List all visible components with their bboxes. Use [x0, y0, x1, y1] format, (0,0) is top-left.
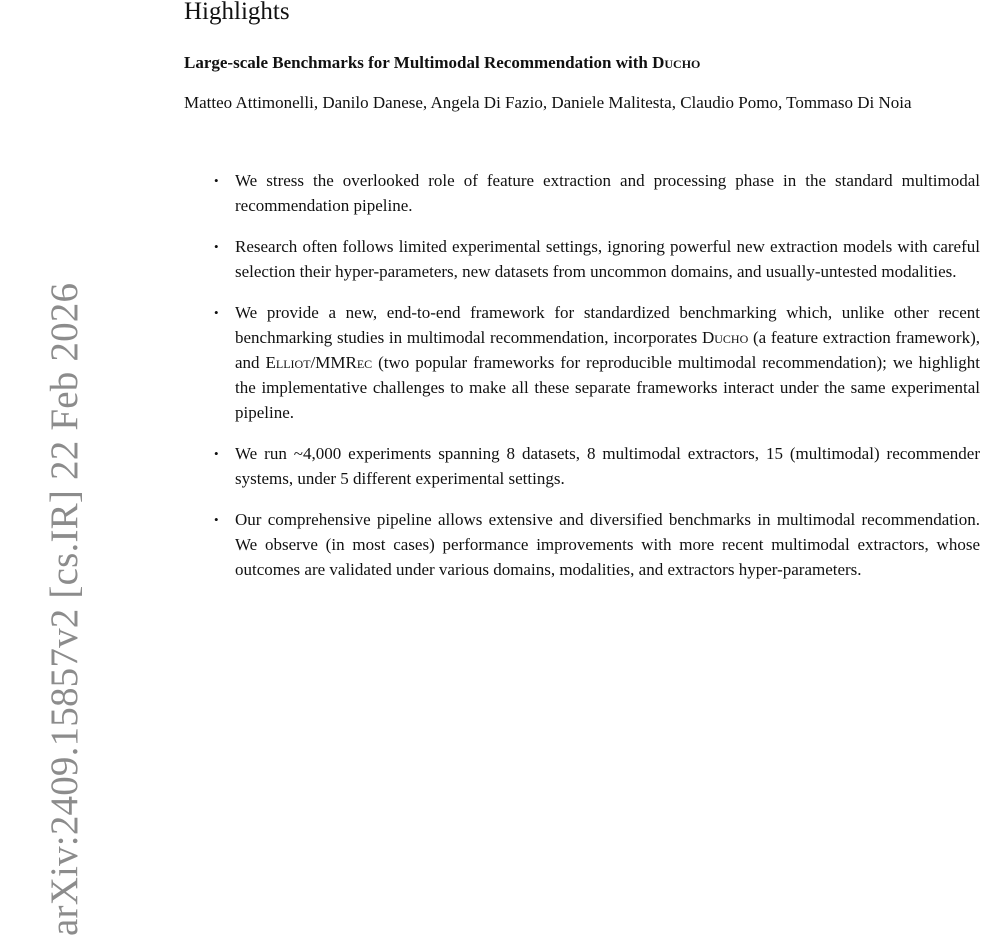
paper-title-text: Large-scale Benchmarks for Multimodal Recommendation with: [184, 53, 653, 72]
highlight-text: Research often follows limited experimental settings, ignoring powerful new extraction models with careful selection their hyper-parameters, new datasets from uncommon domains, and usually-untested modalities.: [235, 237, 980, 281]
bullet-icon: •: [214, 239, 219, 254]
elliot-name: Elliot: [265, 353, 311, 372]
highlight-text-part: We provide a new, end-to-end framework for standardized benchmarking which, unlike other recent benchmarking studies in multimodal recommendation, incorporates: [235, 303, 980, 347]
highlight-text: Our comprehensive pipeline allows extensive and diversified benchmarks in multimodal recommendation. We observe (in most cases) performance improvements with more recent multimodal extractors, whose outcomes are validated under various domains, modalities, and extractors hyper-parameters.: [235, 510, 980, 579]
paper-title: [184, 52, 700, 74]
bullet-icon: •: [214, 305, 219, 320]
highlight-item: [214, 441, 980, 491]
highlight-item: [214, 234, 980, 284]
arxiv-identifier-stamp: arXiv:2409.15857v2 [cs.IR] 22 Feb 2026: [43, 282, 86, 936]
mmrec-name: /MMR: [310, 353, 357, 372]
highlight-item: [214, 300, 980, 425]
highlight-text-part: (two popular frameworks for reproducible multimodal recommendation); we highlight the implementative challenges to make all these separate frameworks interact under the same experimental pipeline.: [235, 353, 980, 422]
highlights-list: [214, 168, 980, 598]
highlight-text: We run ~4,000 experiments spanning 8 datasets, 8 multimodal extractors, 15 (multimodal) recommender systems, under 5 different experimental settings.: [235, 444, 980, 488]
bullet-icon: •: [214, 173, 219, 188]
highlight-text-part: (a feature extraction framework), and: [235, 328, 980, 372]
bullet-icon: •: [214, 446, 219, 461]
ducho-name: Ducho: [701, 328, 749, 347]
mmrec-name-suffix: ec: [356, 353, 373, 372]
paper-title-ducho: Ducho: [652, 53, 701, 72]
highlight-item: [214, 507, 980, 582]
paper-authors: Matteo Attimonelli, Danilo Danese, Angela Di Fazio, Daniele Malitesta, Claudio Pomo, Tommaso Di Noia: [184, 93, 912, 112]
highlight-text: [235, 303, 980, 422]
highlight-text: We stress the overlooked role of feature extraction and processing phase in the standard multimodal recommendation pipeline.: [235, 171, 980, 215]
highlight-item: [214, 168, 980, 218]
bullet-icon: •: [214, 512, 219, 527]
page-heading: Highlights: [184, 0, 290, 25]
